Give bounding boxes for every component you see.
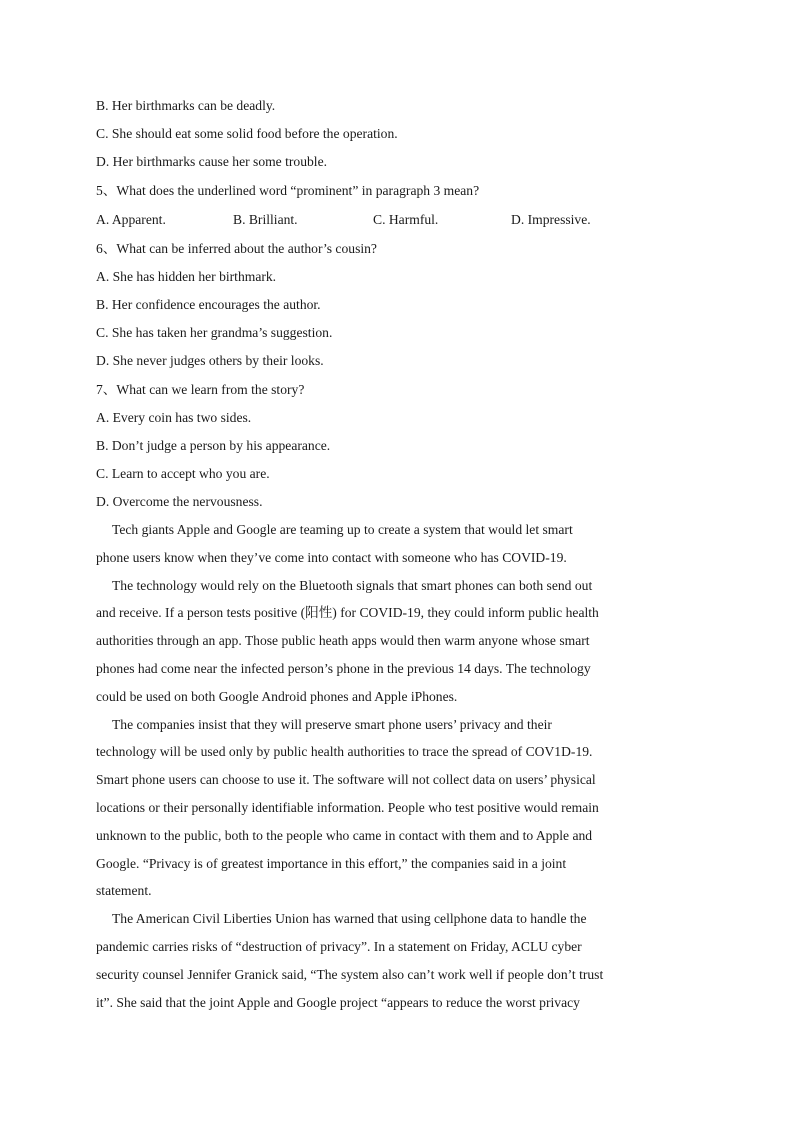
passage-line: technology will be used only by public health authorities to trace the spread of COV1D-19. (96, 744, 593, 760)
passage-paragraph-2 (96, 572, 696, 711)
passage-line: could be used on both Google Android phones and Apple iPhones. (96, 688, 458, 704)
passage-paragraph-3 (96, 711, 696, 906)
passage-line: The technology would rely on the Bluetooth signals that smart phones can both send out (112, 577, 593, 593)
q5-option-d: D. Impressive. (511, 212, 591, 227)
passage-line: The American Civil Liberties Union has warned that using cellphone data to handle the (112, 911, 587, 927)
q5-option-c: C. Harmful. (373, 212, 439, 227)
q5-question: 5、What does the underlined word “prominent” in paragraph 3 mean? (96, 183, 480, 198)
q4-option-d: D. Her birthmarks cause her some trouble. (96, 154, 328, 169)
passage-line: Smart phone users can choose to use it. The software will not collect data on users’ physical (96, 772, 596, 788)
passage-line: Tech giants Apple and Google are teaming up to create a system that would let smart (112, 522, 573, 537)
q5-options (96, 205, 696, 234)
passage-line: it”. She said that the joint Apple and Google project “appears to reduce the worst privacy (96, 994, 580, 1010)
q5-option-a: A. Apparent. (96, 212, 166, 227)
q7-option-c: C. Learn to accept who you are. (96, 466, 270, 481)
passage-line: phone users know when they’ve come into contact with someone who has COVID-19. (96, 549, 567, 565)
passage-line: unknown to the public, both to the people who came in contact with them and to Apple and (96, 827, 593, 843)
passage-paragraph-4 (96, 905, 696, 1016)
q6-option-b: B. Her confidence encourages the author. (96, 297, 321, 312)
q6-option-d: D. She never judges others by their looks. (96, 353, 324, 368)
q4-option-c: C. She should eat some solid food before the operation. (96, 126, 398, 141)
passage-line: security counsel Jennifer Granick said, “The system also can’t work well if people don’t trust (96, 966, 604, 982)
q7-option-b: B. Don’t judge a person by his appearance. (96, 438, 331, 453)
q6-question: 6、What can be inferred about the author’s cousin? (96, 241, 377, 256)
passage-line: The companies insist that they will preserve smart phone users’ privacy and their (112, 716, 552, 732)
q7-question: 7、What can we learn from the story? (96, 382, 305, 397)
q7-option-d: D. Overcome the nervousness. (96, 494, 263, 509)
passage-line: statement. (96, 883, 152, 899)
document-body (96, 92, 696, 1016)
passage-line: and receive. If a person tests positive (阳性) for COVID-19, they could inform public health (96, 605, 599, 621)
passage-paragraph-1 (96, 516, 696, 572)
q7-option-a: A. Every coin has two sides. (96, 410, 252, 425)
passage-line: pandemic carries risks of “destruction of privacy”. In a statement on Friday, ACLU cyber (96, 938, 582, 954)
q6-option-a: A. She has hidden her birthmark. (96, 269, 277, 284)
passage-line: phones had come near the infected person’s phone in the previous 14 days. The technology (96, 660, 591, 676)
passage-line: locations or their personally identifiable information. People who test positive would remain (96, 799, 599, 815)
passage-line: Google. “Privacy is of greatest importance in this effort,” the companies said in a joint (96, 855, 567, 871)
q5-option-b: B. Brilliant. (233, 212, 298, 227)
q6-option-c: C. She has taken her grandma’s suggestion. (96, 325, 333, 340)
passage-line: authorities through an app. Those public heath apps would then warm anyone whose smart (96, 633, 590, 649)
q4-option-b: B. Her birthmarks can be deadly. (96, 98, 276, 113)
